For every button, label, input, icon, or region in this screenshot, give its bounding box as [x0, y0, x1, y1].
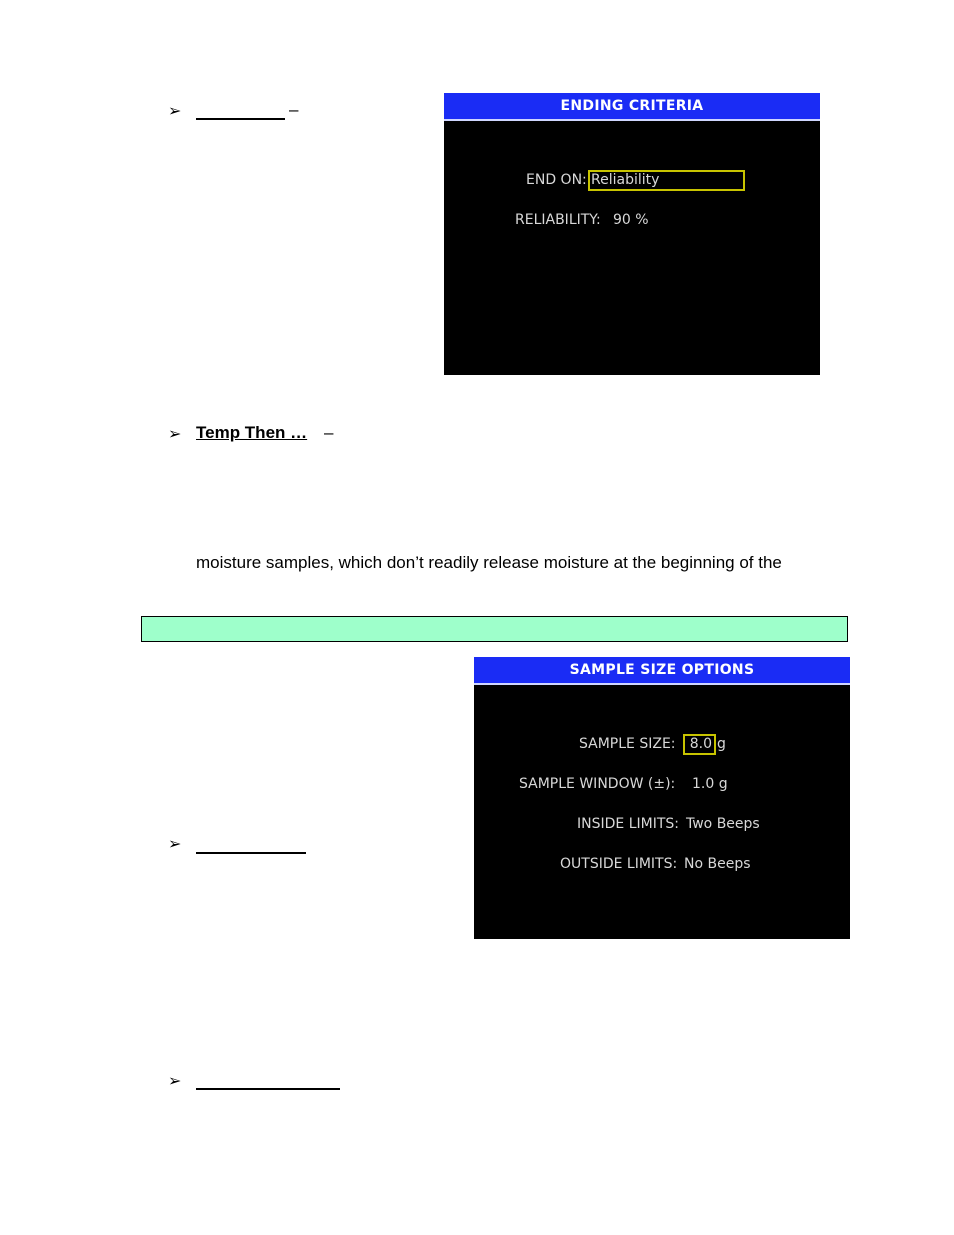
bullet-arrow-icon: ➢ [168, 1071, 182, 1090]
heading-underline-1 [196, 118, 285, 120]
ending-criteria-title: ENDING CRITERIA [444, 93, 820, 121]
sample-window-value: 1.0 g [692, 776, 728, 792]
outside-limits-label: OUTSIDE LIMITS: [560, 856, 678, 872]
bullet-arrow-icon: ➢ [168, 424, 182, 443]
outside-limits-value: No Beeps [684, 856, 751, 872]
sample-size-label: SAMPLE SIZE: [579, 736, 676, 752]
reliability-label: RELIABILITY: [515, 212, 601, 228]
temp-then-heading: Temp Then … [196, 423, 308, 442]
sample-size-unit: g [717, 736, 726, 752]
sample-size-field[interactable] [683, 734, 716, 755]
section-highlight-bar [141, 616, 848, 642]
bullet-arrow-icon: ➢ [168, 101, 182, 120]
ending-criteria-screen [444, 93, 820, 375]
bullet-arrow-icon: ➢ [168, 834, 182, 853]
heading-dash-1: – [289, 100, 299, 119]
end-on-label: END ON: [526, 172, 587, 188]
end-on-value: Reliability [591, 172, 660, 188]
inside-limits-label: INSIDE LIMITS: [577, 816, 679, 832]
reliability-value: 90 % [613, 212, 649, 228]
sample-window-label: SAMPLE WINDOW (±): [519, 776, 676, 792]
sample-size-options-screen [474, 657, 850, 939]
heading-dash-2: – [324, 423, 334, 442]
inside-limits-value: Two Beeps [686, 816, 760, 832]
sample-size-value: 8.0 [689, 736, 712, 752]
sample-size-options-title: SAMPLE SIZE OPTIONS [474, 657, 850, 685]
heading-underline-3 [196, 852, 306, 854]
heading-underline-4 [196, 1088, 340, 1090]
end-on-field[interactable] [588, 170, 745, 191]
moisture-text: moisture samples, which don’t readily release moisture at the beginning of the [196, 553, 782, 572]
